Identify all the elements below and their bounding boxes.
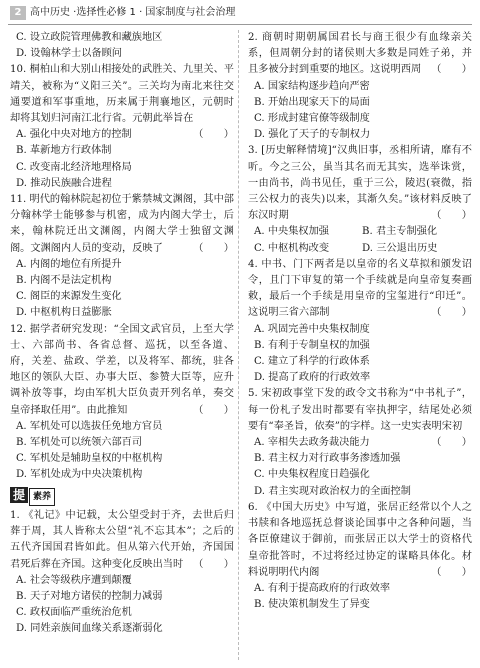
question-stem: 6. 《中国大历史》中写道，张居正经常以个人之书牍和各地巡抚总督谈论国事中之各种问题，当各臣僚建议于御前，而张居正以大学士的资格代皇帝批答时，不过将经过协定的谋略具体化。材料说明明代内阁 （ ） [248,500,472,581]
option-row [248,241,472,257]
option[interactable]: C. 设立政院管理佛教和藏族地区 [16,32,163,43]
question-4 [248,257,472,387]
option[interactable]: C. 建立了科学的行政体系 [254,356,370,368]
question-stem: 5. 宋初政事堂下发的政令文书称为“中书札子”，每一份札子发出时都要有宰执押字，结尾处必须要有“奉圣旨，依奏”的字样。这一史实表明宋初 （ ） [248,386,472,435]
question-stem: 4. 中书、门下两者是以皇帝的名义草拟和颁发诏令，且门下审复的第一个手续就是向皇帝复奏画敕，最后一个手续是用皇帝的宝玺进行“印迁”。这说明三省六部制 （ ） [248,257,472,322]
option[interactable]: A. 巩固完善中央集权制度 [254,323,370,335]
option[interactable]: B. 内阁不是法定机构 [16,275,112,287]
option[interactable]: C. 改变南北经济地理格局 [16,161,132,173]
option[interactable]: B. 君主权力对行政事务渗透加强 [254,453,401,465]
section-badge-sub: 素养 [29,488,55,506]
answer-bracket[interactable]: （ ） [193,558,234,570]
option[interactable]: C. 形成封建官僚等级制度 [254,113,370,125]
option[interactable]: B. 有利于专制皇权的加强 [254,339,370,351]
question-6 [248,500,472,613]
option[interactable]: A. 国家结构逐步趋向严密 [254,80,370,92]
page-number: 2 [10,6,26,20]
option[interactable]: B. 开始出现家天下的局面 [254,96,370,108]
option[interactable]: D. 三公退出历史 [362,242,438,254]
option[interactable]: D. 推动民族融合进程 [16,177,112,189]
option[interactable]: B. 军机处可以统领六部百司 [16,437,143,449]
option[interactable]: D. 中枢机构日益膨胀 [16,307,112,319]
section-badge-main: 提 [10,487,28,503]
right-column [248,30,472,613]
question-stem: 3. [历史解释情境]“汉典旧事，丞相所请，靡有不听。今之三公，虽当其名而无其实，选举诛赏，一由尚书，尚书见任，重于三公，陵迟(衰微，指三公权力的丧失)以来，其渐久矣。”该材料反映了东汉时期 （ ） [248,143,472,224]
option[interactable]: D. 军机处成为中央决策机构 [16,469,143,481]
option[interactable]: A. 宰相失去政务裁决能力 [254,437,370,449]
question-1 [10,508,234,638]
left-column [10,30,234,638]
answer-bracket[interactable]: （ ） [431,64,472,76]
option-row [248,224,472,240]
option[interactable]: A. 军机处可以选拔任免地方官员 [16,420,163,432]
option[interactable]: D. 设翰林学士以备顾问 [16,48,122,60]
option[interactable]: C. 政权面临严重统治危机 [16,607,132,619]
answer-bracket[interactable]: （ ） [431,307,472,319]
option[interactable]: D. 君主实现对政治权力的全面控制 [254,485,411,497]
question-3 [248,143,472,256]
option[interactable]: A. 有利于提高政府的行政效率 [254,582,391,594]
answer-bracket[interactable]: （ ） [431,437,472,449]
question-stem: 10. 桐柏山和大别山相接处的武胜关、九里关、平靖关，被称为“义阳三关”。三关均为南北来往交通要道和军事重地，历来属于荆襄地区，元朝时却将其划归河南江北行省。元朝此举旨在 （ ） [10,62,234,127]
answer-bracket[interactable]: （ ） [193,129,234,141]
page-header [0,0,480,26]
option[interactable]: B. 天子对地方诸侯的控制力减弱 [16,590,163,602]
running-title: 高中历史 ·选择性必修 1 · 国家制度与社会治理 [30,7,236,18]
question-2 [248,30,472,143]
option[interactable]: A. 社会等级秩序遭到颠覆 [16,574,132,586]
question-stem: 2. 商朝时期朝属国君长与商王很少有血缘亲关系，但周朝分封的诸侯则大多数是同姓子弟，并且多被分封到重要的地区。这说明西周 （ ） [248,30,472,79]
option[interactable]: A. 中央集权加强 [254,226,329,238]
question-5 [248,386,472,499]
option[interactable]: C. 军机处是辅助皇权的中枢机构 [16,453,163,465]
column-divider [238,30,239,660]
option[interactable]: C. 阁臣的来源发生变化 [16,291,122,303]
option[interactable]: D. 强化了天子的专制权力 [254,129,371,141]
option[interactable]: C. 中央集权程度日趋强化 [254,469,370,481]
question-11 [10,192,234,322]
question-10 [10,62,234,192]
header-rule [8,24,472,25]
answer-bracket[interactable]: （ ） [193,242,234,254]
answer-bracket[interactable]: （ ） [431,210,472,222]
section-badge [10,487,55,506]
option[interactable]: B. 君主专制强化 [362,226,438,238]
question-stem: 1. 《礼记》中记载，太公望受封于齐，去世后归葬于周，其人皆称太公望“礼不忘其本”；之后的五代齐国国君皆如此。但从第六代开始，齐国国君死后葬在齐国。这种变化反映出当时 （ ） [10,508,234,573]
option[interactable]: A. 内阁的地位有所提升 [16,258,122,270]
question-stem: 11. 明代的翰林院起初位于紫禁城文渊阁，其中部分翰林学士能够参与机密，成为内阁大学士，后来，翰林院迁出文渊阁，内阁大学士独留文渊阁。文渊阁内人员的变动，反映了 （ ） [10,192,234,257]
answer-bracket[interactable]: （ ） [431,566,472,578]
option[interactable]: D. 提高了政府的行政效率 [254,372,371,384]
option[interactable]: C. 中枢机构改变 [254,242,330,254]
option[interactable]: D. 同姓亲族间血缘关系逐渐弱化 [16,623,163,635]
answer-bracket[interactable]: （ ） [193,404,234,416]
option[interactable]: B. 使决策机制发生了异变 [254,599,370,611]
question-stem: 12. 据学者研究发现：“全国文武官员，上至大学士、六部尚书、各省总督、巡抚，以至各道、府，关差、盐政、学差，以及将军、都统，驻各地区的领队大臣、办事大臣、参赞大臣等，应升调补放等事，均由军机大臣负责开列名单，奏交皇帝择取任用”。由此推知 （ ） [10,322,234,419]
option[interactable]: A. 强化中央对地方的控制 [16,129,132,141]
option[interactable]: B. 革新地方行政体制 [16,145,112,157]
question-12 [10,322,234,484]
